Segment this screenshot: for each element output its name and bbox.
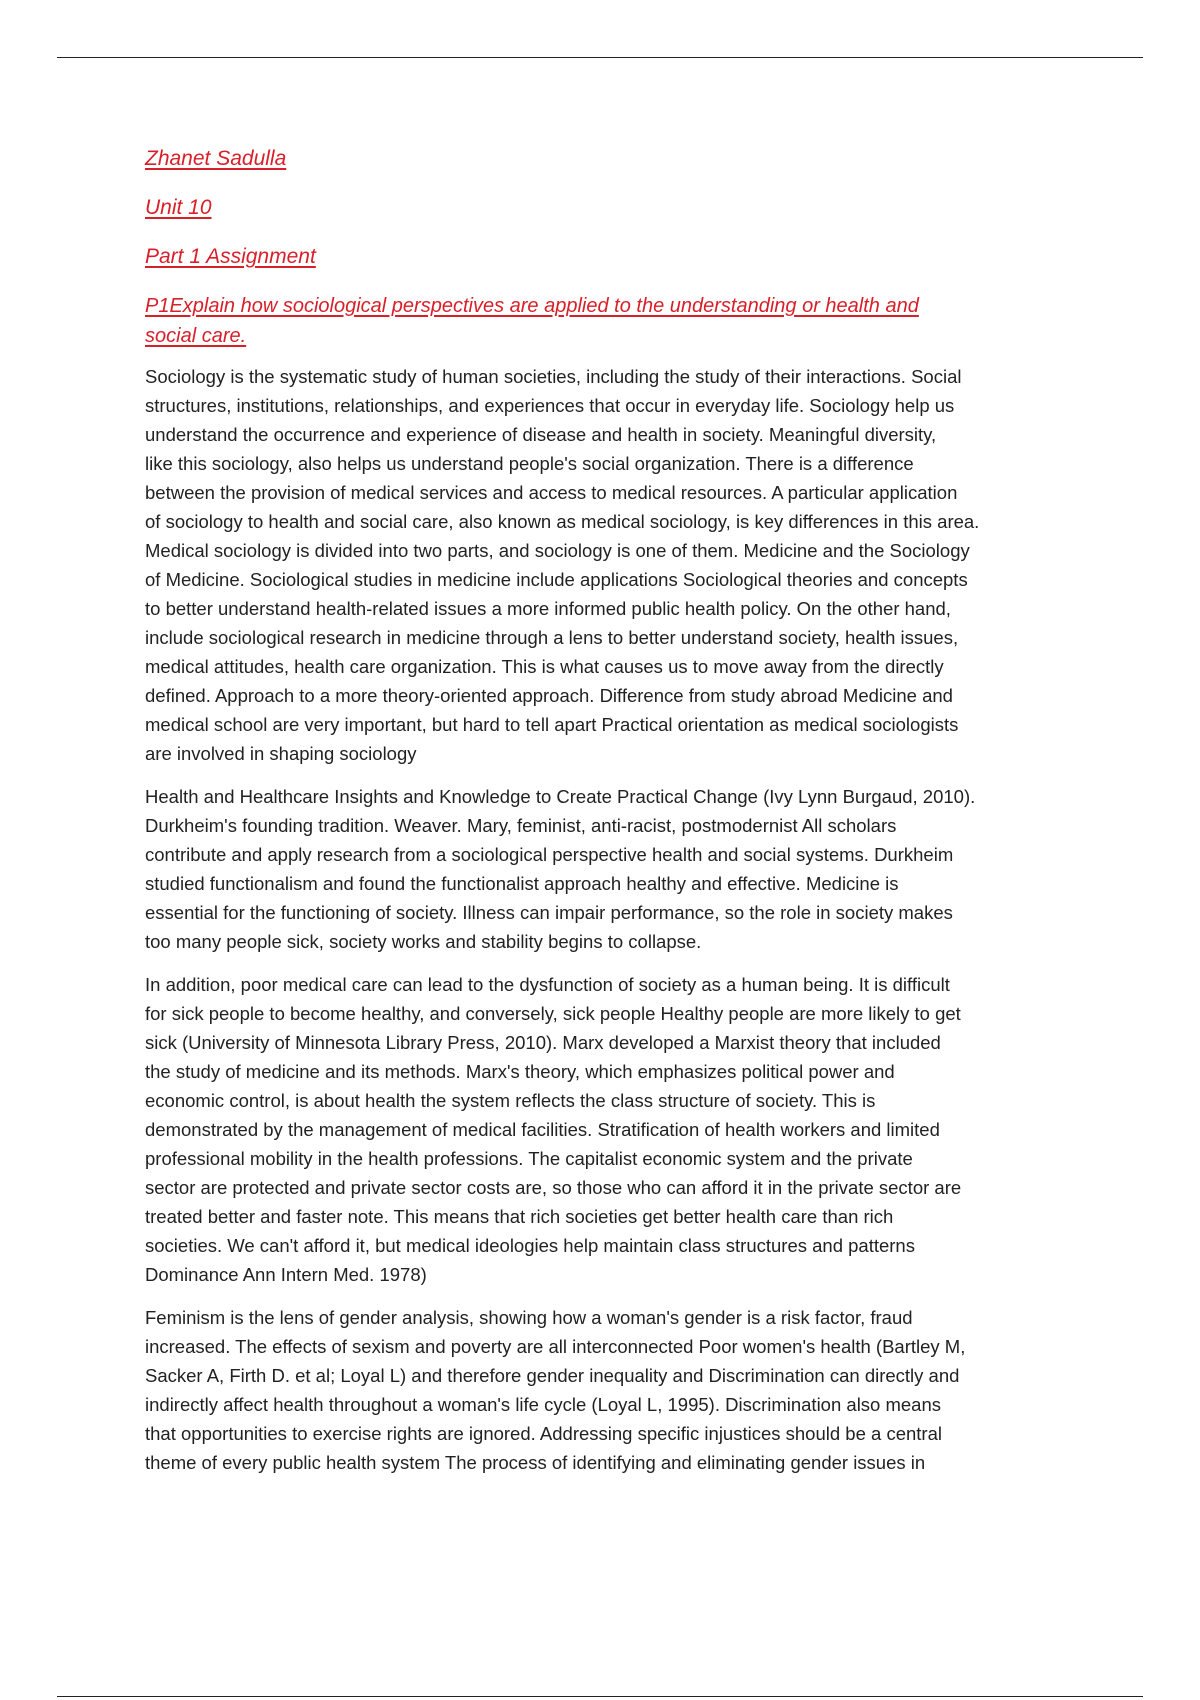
text-line: Medical sociology is divided into two parts, and sociology is one of them. Medicine and the Sociology xyxy=(145,540,970,561)
text-line: understand the occurrence and experience of disease and health in society. Meaningful diversity, xyxy=(145,424,937,445)
text-line: of Medicine. Sociological studies in medicine include applications Sociological theories and concepts xyxy=(145,569,968,590)
bottom-rule xyxy=(57,1696,1143,1697)
text-line: In addition, poor medical care can lead to the dysfunction of society as a human being. It is difficult xyxy=(145,974,950,995)
unit-title: Unit 10 xyxy=(145,196,212,219)
text-line: theme of every public health system The process of identifying and eliminating gender issues in xyxy=(145,1452,926,1473)
text-line: economic control, is about health the system reflects the class structure of society. This is xyxy=(145,1090,876,1111)
text-line: demonstrated by the management of medical facilities. Stratification of health workers and limited xyxy=(145,1119,940,1140)
text-line: for sick people to become healthy, and conversely, sick people Healthy people are more likely to get xyxy=(145,1003,961,1024)
text-line: that opportunities to exercise rights are ignored. Addressing specific injustices should be a central xyxy=(145,1423,942,1444)
assignment-question xyxy=(145,291,1065,351)
text-line: to better understand health-related issues a more informed public health policy. On the other hand, xyxy=(145,598,951,619)
text-line: the study of medicine and its methods. Marx's theory, which emphasizes political power and xyxy=(145,1061,895,1082)
text-line: Durkheim's founding tradition. Weaver. Mary, feminist, anti-racist, postmodernist All scholars xyxy=(145,815,897,836)
text-line: sick (University of Minnesota Library Press, 2010). Marx developed a Marxist theory that included xyxy=(145,1032,941,1053)
text-line: essential for the functioning of society. Illness can impair performance, so the role in society makes xyxy=(145,902,953,923)
text-line: Dominance Ann Intern Med. 1978) xyxy=(145,1264,427,1285)
paragraph-marx xyxy=(145,970,1065,1289)
part-title: Part 1 Assignment xyxy=(145,245,316,268)
text-line: defined. Approach to a more theory-oriented approach. Difference from study abroad Medicine and xyxy=(145,685,953,706)
text-line: like this sociology, also helps us understand people's social organization. There is a difference xyxy=(145,453,914,474)
question-line: social care. xyxy=(145,325,247,347)
text-line: medical attitudes, health care organization. This is what causes us to move away from the directly xyxy=(145,656,944,677)
text-line: Feminism is the lens of gender analysis, showing how a woman's gender is a risk factor, fraud xyxy=(145,1307,913,1328)
paragraph-feminism xyxy=(145,1303,1065,1477)
text-line: Sacker A, Firth D. et al; Loyal L) and therefore gender inequality and Discrimination can directly and xyxy=(145,1365,960,1386)
text-line: studied functionalism and found the functionalist approach healthy and effective. Medicine is xyxy=(145,873,899,894)
text-line: sector are protected and private sector costs are, so those who can afford it in the private sector are xyxy=(145,1177,962,1198)
text-line: between the provision of medical services and access to medical resources. A particular application xyxy=(145,482,958,503)
text-line: professional mobility in the health professions. The capitalist economic system and the private xyxy=(145,1148,913,1169)
top-rule xyxy=(57,57,1143,58)
author-name: Zhanet Sadulla xyxy=(145,147,287,170)
text-line: Health and Healthcare Insights and Knowledge to Create Practical Change (Ivy Lynn Burgaud, 2010). xyxy=(145,786,976,807)
text-line: indirectly affect health throughout a woman's life cycle (Loyal L, 1995). Discrimination also means xyxy=(145,1394,942,1415)
text-line: contribute and apply research from a sociological perspective health and social systems. Durkheim xyxy=(145,844,954,865)
paragraph-durkheim xyxy=(145,782,1065,956)
text-line: Sociology is the systematic study of human societies, including the study of their interactions. Social xyxy=(145,366,962,387)
text-line: treated better and faster note. This means that rich societies get better health care than rich xyxy=(145,1206,894,1227)
document-body xyxy=(145,144,1065,1491)
text-line: too many people sick, society works and stability begins to collapse. xyxy=(145,931,702,952)
text-line: include sociological research in medicine through a lens to better understand society, health issues, xyxy=(145,627,959,648)
text-line: societies. We can't afford it, but medical ideologies help maintain class structures and patterns xyxy=(145,1235,915,1256)
text-line: are involved in shaping sociology xyxy=(145,743,417,764)
text-line: of sociology to health and social care, also known as medical sociology, is key differences in this area. xyxy=(145,511,980,532)
text-line: structures, institutions, relationships, and experiences that occur in everyday life. Sociology help us xyxy=(145,395,955,416)
question-line: P1Explain how sociological perspectives are applied to the understanding or health and xyxy=(145,295,919,317)
text-line: increased. The effects of sexism and poverty are all interconnected Poor women's health (Bartley M, xyxy=(145,1336,966,1357)
text-line: medical school are very important, but hard to tell apart Practical orientation as medical sociologists xyxy=(145,714,959,735)
paragraph-sociology xyxy=(145,362,1065,768)
